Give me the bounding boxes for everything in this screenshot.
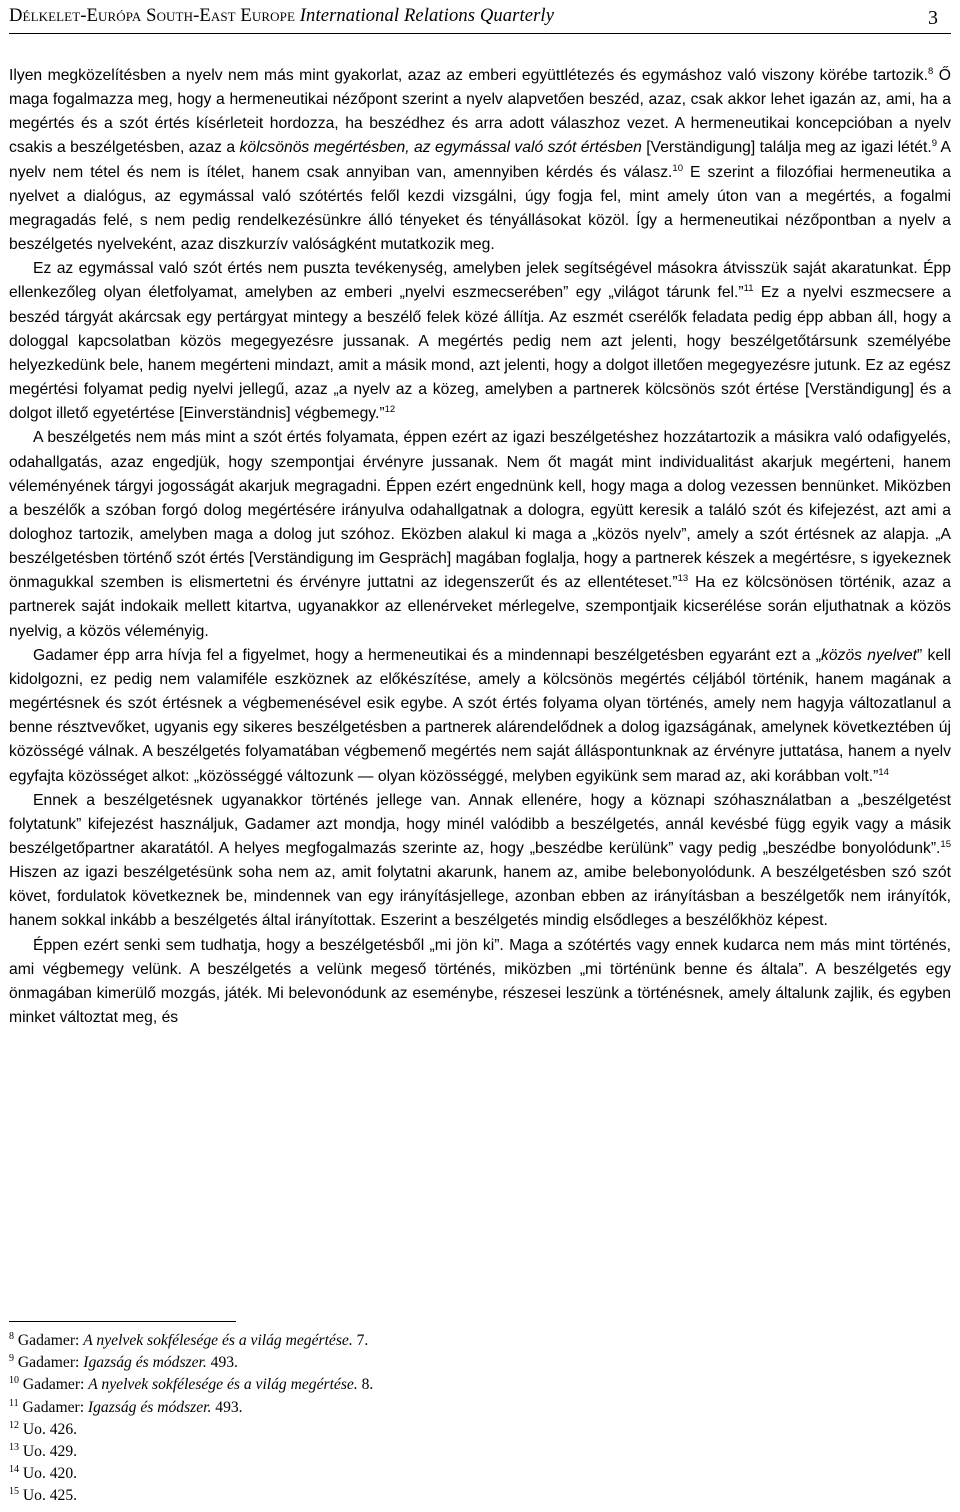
footnote-author: Gadamer: xyxy=(22,1376,89,1394)
footnote-author: Uo. 426. xyxy=(22,1420,78,1438)
footnote-number: 12 xyxy=(9,1419,19,1431)
footnote-ref-14[interactable]: 14 xyxy=(878,766,889,778)
paragraph-3 xyxy=(9,426,951,643)
paragraph-5 xyxy=(9,789,951,934)
footnote-number: 11 xyxy=(9,1397,19,1409)
text-run: ” kell kidolgozni, ez pedig nem valamiféle eszköznek az előkészítése, amely a kölcsönös megértés céljából történik, hanem magának a megértésnek és szót értésnek a végbemenésével esik egybe. A szót értés folyama olyan történés, amely nem hagyja változatlanul a benne résztvevőket, ugyanis egy sikeres beszélgetésben a partnerek alárendelődnek a dolog igazságának, amelynek következtében új közösségé válnak. A beszélgetés folyamatában végbemenő megértés nem saját álláspontunknak az érvényre juttatása, hanem a nyelv egyfajta közösséget alkot: „közösséggé változunk — olyan közösséggé, melyben egyikünk sem marad az, aki korábban volt.” xyxy=(9,646,952,785)
text-run: Ennek a beszélgetésnek ugyanakkor történés jellege van. Annak ellenére, hogy a köznapi szóhasználatban a „beszélgetést folytatunk” kifejezést használjuk, Gadamer azt mondja, hogy minél valódibb a beszélgetés, annál kevésbé függ egyik vagy a másik beszélgetőpartner akaratától. A helyes megfogalmazás szerinte az, hogy „beszédbe kerülünk” vagy pedig „beszédbe bonyolódunk”. xyxy=(9,791,951,857)
footnote-number: 13 xyxy=(9,1442,19,1454)
text-run: Hiszen az igazi beszélgetésünk soha nem az, amit folytatni akarunk, hanem az, amibe belebonyolódunk. A beszélgetésben szó szót követ, fordulatok következnek be, mindennek van egy irányításjellege, azonban ebben az irányításban a beszélgetők nem irányítók, hanem sokkal inkább a beszélgetés által irányítottak. Eszerint a beszélgetés mindig elsődleges a beszélőkhöz képest. xyxy=(9,864,951,930)
footnote-number: 10 xyxy=(9,1375,19,1387)
footnote-separator xyxy=(9,1321,236,1322)
footnote-ref-12[interactable]: 12 xyxy=(384,404,396,416)
footnote-ref-11[interactable]: 11 xyxy=(743,283,754,295)
footnote-ref-13[interactable]: 13 xyxy=(677,573,689,585)
journal-title-caps: Délkelet-Európa South-East Europe xyxy=(9,5,296,26)
italic-run: kölcsönös megértésben, az egymással való szót értésben xyxy=(239,139,642,157)
paragraph-4 xyxy=(9,644,951,789)
footnote-title: Igazság és módszer. xyxy=(87,1398,212,1416)
text-run: Gadamer épp arra hívja fel a figyelmet, hogy a hermeneutikai és a mindennapi beszélgetésben egyaránt ezt a „ xyxy=(33,646,822,664)
footnote-page: 7. xyxy=(352,1332,369,1349)
footnote-page: 8. xyxy=(357,1376,374,1394)
paragraph-1 xyxy=(9,64,951,257)
footnote-ref-10[interactable]: 10 xyxy=(672,162,683,174)
paragraph-6 xyxy=(9,934,951,1031)
footnote-ref-8[interactable]: 8 xyxy=(928,66,934,77)
footnotes xyxy=(9,1330,909,1508)
footnote-author: Gadamer: xyxy=(22,1398,88,1416)
footnote-14 xyxy=(9,1463,909,1485)
footnote-title: Igazság és módszer. xyxy=(83,1354,207,1372)
footnote-author: Gadamer: xyxy=(17,1354,84,1372)
journal-title xyxy=(9,5,554,26)
footnote-number: 9 xyxy=(9,1353,14,1365)
text-run: [Verständigung] találja meg az igazi létét. xyxy=(641,139,932,157)
footnote-author: Uo. 429. xyxy=(22,1443,78,1461)
text-run: Ő maga fogalmazza meg, hogy a hermeneutikai nézőpont szerint a nyelv alapvetően beszéd, azaz, csak akkor lehet igazán az, ami, ha a megértés és a szót értés kísérleteit hordozza, ha beszédhez és arra adott válaszhoz vezet. A hermeneutikai koncepcióban a nyelv csakis a beszélgetésben, azaz a xyxy=(9,67,952,157)
footnote-8 xyxy=(9,1330,909,1352)
footnote-10 xyxy=(9,1374,909,1396)
text-run: E szerint a filozófiai hermeneutika a nyelvet a dialógus, az egymással való szótértés felől kezdi vizsgálni, úgy fogja fel, mint amely úton van a megértés, a fogalmi megragadás felé, s nem pedig rendelkezésünkre álló tényeket és tényállásokat közöl. Így a hermeneutikai nézőpontban a nyelv a beszélgetés nyelveként, azaz diszkurzív valóságként mutatkozik meg. xyxy=(9,163,951,254)
footnote-number: 15 xyxy=(9,1486,19,1498)
text-run: Ez a nyelvi eszmecsere a beszéd tárgyát akárcsak egy pertárgyat mintegy a beszélő felek közé állítja. Az eszmét cserélők feladata pedig épp abban áll, hogy a dologgal kapcsolatban közös megegyezésre jussanak. A megértés pedig nem azt jelenti, hogy beszélgetőtársunk személyébe helyezkedünk bele, hanem megérteni mindazt, amit a másik mond, azt jelenti, hogy a dolgot illetően megegyezésre jutunk. Ez az egész megértési folyamat pedig nyelvi jellegű, azaz „a nyelv az a közeg, amelyben a partnerek kölcsönös szót értése [Verständigung] és a dolgot illető egyetértése [Einverständnis] végbemegy.” xyxy=(9,284,951,423)
journal-title-italic: International Relations Quarterly xyxy=(299,5,555,26)
footnote-title: A nyelvek sokfélesége és a világ megértése. xyxy=(83,1332,353,1349)
header-rule xyxy=(9,33,951,34)
footnote-15 xyxy=(9,1485,909,1507)
footnote-title: A nyelvek sokfélesége és a világ megértése. xyxy=(88,1376,358,1394)
paragraph-2 xyxy=(9,257,951,426)
italic-run: közös nyelvet xyxy=(821,646,917,664)
text-run: A nyelv nem tétel és nem is ítélet, hanem csak annyiban van, amennyiben kérdés és válasz. xyxy=(9,139,951,181)
footnote-9 xyxy=(9,1352,909,1374)
text-run: Ez az egymással való szót értés nem puszta tevékenység, amelyben jelek segítségével másokra átvisszük saját akaratunkat. Épp ellenkezőleg olyan életfolyamat, amelyben az emberi „nyelvi eszmecserében” egy „világot tárunk fel.” xyxy=(9,260,951,302)
text-run: Ilyen megközelítésben a nyelv nem más mint gyakorlat, azaz az emberi együttlétezés és egymáshoz való viszony körébe tartozik. xyxy=(9,67,929,84)
footnote-author: Uo. 420. xyxy=(22,1465,78,1483)
text-run: Ha ez kölcsönösen történik, azaz a partnerek saját indokaik mellett kitartva, ugyanakkor az ellenérveket mérlegelve, szempontjaik kicserélése során eljuthatnak a közös nyelvig, a közös véleményig. xyxy=(9,574,951,640)
footnote-number: 14 xyxy=(9,1464,19,1476)
footnote-number: 8 xyxy=(9,1331,14,1342)
footnote-ref-15[interactable]: 15 xyxy=(940,839,951,850)
footnote-12 xyxy=(9,1419,909,1441)
text-run: A beszélgetés nem más mint a szót értés folyamata, éppen ezért az igazi beszélgetéshez hozzátartozik a másikra való odafigyelés, odahallgatás, azaz engedjük, hogy szempontjai érvényre jussanak. Nem őt magát mint individualitást akarjuk megérteni, hanem véleményének tárgyi jogosságát akarjuk megragadni. Éppen ezért engednünk kell, hogy maga a dolog vezessen bennünket. Miközben a beszélők a szóban forgó dolog megértésére irányulva odahallgatnak a dologra, együtt keresik a találó szót és kifejezést, azt ami a dologhoz tartozik, amelyben maga a dolog jut szóhoz. Eközben alakul ki maga a „közös nyelv”, amely a szót értésnek az alapja. „A beszélgetésben történő szót értés [Verständigung im Gespräch] magában foglalja, hogy a partnerek készek a megértésre, s igyekeznek önmagukkal szemben is elismertetni és érvényre juttatni az idegenszerűt és az ellentéteset.” xyxy=(9,429,951,592)
running-header xyxy=(9,3,951,29)
footnote-11 xyxy=(9,1397,909,1419)
body-text xyxy=(9,64,951,1030)
footnote-13 xyxy=(9,1441,909,1463)
footnote-author: Gadamer: xyxy=(17,1332,84,1349)
footnote-page: 493. xyxy=(206,1354,238,1372)
footnote-ref-9[interactable]: 9 xyxy=(931,138,937,150)
footnote-author: Uo. 425. xyxy=(22,1487,78,1505)
footnote-page: 493. xyxy=(211,1398,243,1416)
text-run: Éppen ezért senki sem tudhatja, hogy a beszélgetésből „mi jön ki”. Maga a szótértés vagy ennek kudarca nem más mint történés, ami végbemegy velünk. A beszélgetés a velünk megeső történés, miközben „mi történünk benne és általa”. A beszélgetés egy önmagában kimerülő mozgás, játék. Mi belevonódunk az eseménybe, részesei leszünk a történésnek, amely általunk zajlik, és egyben minket változtat meg, és xyxy=(9,936,951,1027)
page-number: 3 xyxy=(928,7,938,29)
